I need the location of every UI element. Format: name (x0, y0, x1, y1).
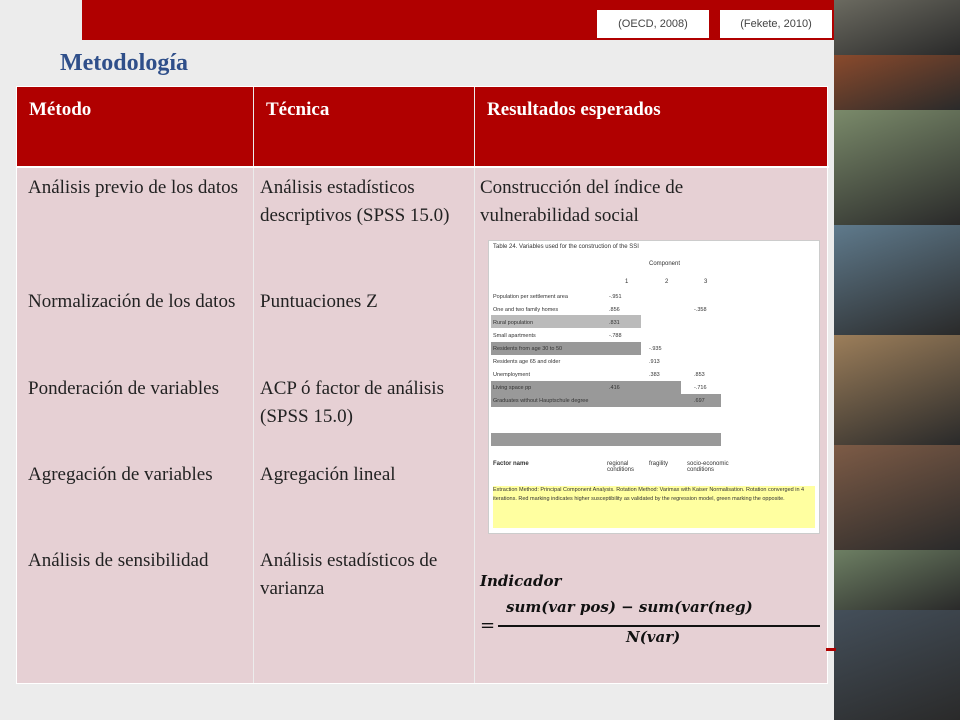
embedded-row-value: -.788 (609, 333, 622, 339)
embedded-row-value: .383 (649, 372, 660, 378)
photo-tile (834, 225, 960, 335)
photo-tile (834, 610, 960, 720)
tecnica-item: ACP ó factor de análisis (SPSS 15.0) (260, 378, 444, 427)
metodo-item: Análisis previo de los datos (28, 177, 239, 198)
embedded-row-label: Rural population (493, 320, 534, 326)
photo-tile (834, 445, 960, 550)
fraction-bar (498, 625, 820, 627)
component-number: 2 (665, 279, 669, 285)
factor-name-label: Factor name (493, 461, 529, 467)
tecnica-item: Puntuaciones Z (260, 291, 378, 312)
metodo-item: Ponderación de variables (28, 378, 219, 399)
embedded-row-value: .697 (694, 398, 705, 404)
formula-numerator: sum(var pos) − sum(var(neg) (506, 598, 753, 616)
page-title: Metodología (60, 50, 188, 76)
embedded-row-value: .853 (694, 372, 705, 378)
metodo-item: Agregación de variables (28, 464, 213, 485)
header-cell-resultados (475, 87, 827, 167)
embedded-row-label: Residents age 65 and older (493, 359, 561, 365)
embedded-row-label: Small apartments (493, 333, 536, 339)
metodo-item: Normalización de los datos (28, 291, 236, 312)
photo-tile (834, 55, 960, 110)
embedded-row-label: Unemployment (493, 372, 530, 378)
photo-tile (834, 335, 960, 445)
formula-denominator: N(var) (626, 628, 681, 646)
embedded-row-label: One and two family homes (493, 307, 559, 313)
embedded-row-label: Living space pp (493, 385, 532, 391)
embedded-row-value: .913 (649, 359, 660, 365)
header-cell-tecnica (254, 87, 474, 167)
component-number: 3 (704, 279, 708, 285)
header-cell-metodo (17, 87, 253, 167)
citation-oecd: (OECD, 2008) (597, 10, 709, 38)
embedded-row-value: .856 (609, 307, 620, 313)
photo-tile (834, 550, 960, 610)
formula-equals: = (480, 615, 496, 636)
metodo-item: Análisis de sensibilidad (28, 550, 209, 571)
embedded-row-label: Residents from age 30 to 50 (493, 346, 563, 352)
header-label: Técnica (266, 99, 330, 120)
embedded-row-label: Graduates without Hauptschule degree (493, 398, 589, 404)
header-label: Resultados esperados (487, 99, 661, 120)
body-cell-metodo (17, 168, 253, 683)
embedded-row-value: .831 (609, 320, 620, 326)
embedded-row-value: .416 (609, 385, 620, 391)
header-label: Método (29, 99, 92, 120)
ssi-variables-table-image (488, 240, 820, 534)
tecnica-item: Análisis estadísticos de varianza (260, 550, 438, 599)
highlight-bar (491, 433, 721, 446)
factor-name: fragility (649, 461, 669, 467)
embedded-row-value: -.358 (694, 307, 707, 313)
embedded-row-value: -.716 (694, 385, 707, 391)
formula-lhs: Indicador (480, 572, 562, 590)
tecnica-item: Análisis estadísticos descriptivos (SPSS 15.0) (260, 177, 450, 226)
resultados-text: Construcción del índice de vulnerabilidad social (480, 177, 684, 226)
photo-collage (834, 0, 960, 720)
embedded-row-value: -.951 (609, 294, 622, 300)
embedded-table-caption: Table 24. Variables used for the construction of the SSI (493, 244, 639, 250)
accent-line (826, 648, 836, 651)
component-label: Component (649, 261, 681, 267)
embedded-row-label: Population per settlement area (493, 294, 568, 300)
factor-name: socio-economic conditions (687, 461, 729, 473)
embedded-table-footnote: Extraction Method: Principal Component Analysis. Rotation Method: Varimax with Kaiser Normalisation. Rotation converged in 4 iterations. Red marking indicates higher susceptibility as validated by the regression model, green marking the opposite. (493, 486, 815, 528)
photo-tile (834, 110, 960, 225)
factor-name: regional conditions (607, 461, 635, 473)
tecnica-item: Agregación lineal (260, 464, 396, 485)
embedded-row-value: -.935 (649, 346, 662, 352)
photo-tile (834, 0, 960, 55)
component-number: 1 (625, 279, 629, 285)
citation-fekete: (Fekete, 2010) (720, 10, 832, 38)
